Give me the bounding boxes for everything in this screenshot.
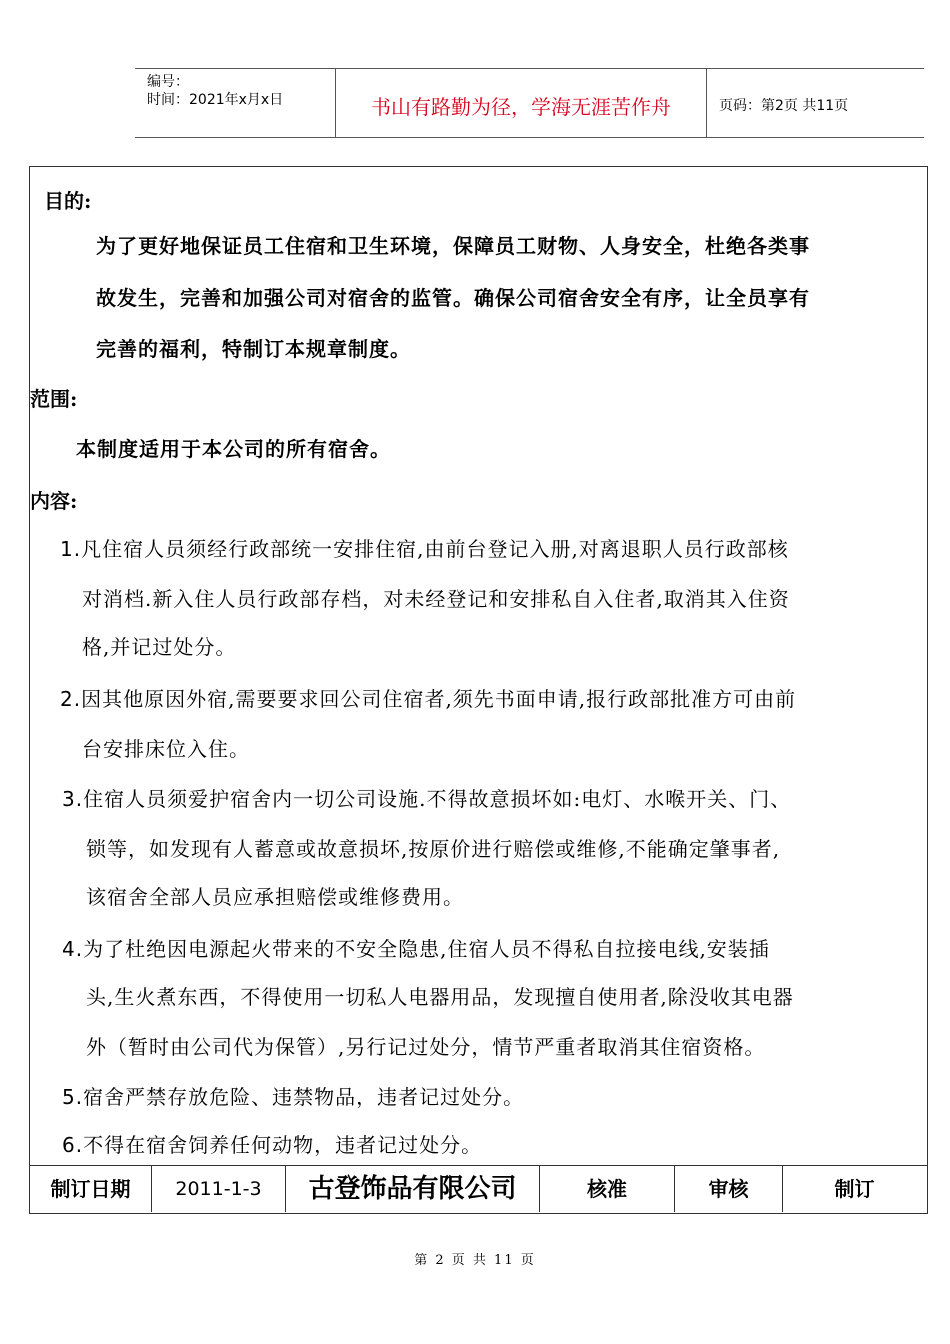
document-header	[135, 68, 924, 138]
item-line: 宿舍严禁存放危险、违禁物品，违者记过处分。	[83, 1085, 525, 1109]
date-label-cell: 制订日期	[30, 1166, 152, 1212]
purpose-line: 完善的福利，特制订本规章制度。	[96, 337, 411, 361]
item-number: 1.	[60, 537, 82, 561]
approve-cell: 核准	[540, 1166, 675, 1212]
item-number: 6.	[62, 1133, 84, 1157]
item-number: 2.	[60, 687, 82, 711]
item-number: 5.	[62, 1085, 84, 1109]
list-item	[62, 1129, 482, 1158]
item-line: 锁等，如发现有人蓄意或故意损坏,按原价进行赔偿或维修,不能确定肇事者,	[86, 837, 781, 861]
review-cell: 审核	[675, 1166, 783, 1212]
list-item	[60, 533, 789, 562]
draft-cell: 制订	[834, 1177, 875, 1201]
regulation-box	[29, 166, 928, 1214]
item-line: 为了杜绝因电源起火带来的不安全隐患,住宿人员不得私自拉接电线,安装插	[83, 937, 770, 961]
signature-row	[30, 1165, 927, 1213]
list-item	[62, 1081, 524, 1110]
item-line: 头,生火煮东西，不得使用一切私人电器用品，发现擅自使用者,除没收其电器	[86, 985, 794, 1009]
item-line: 不得在宿舍饲养任何动物，违者记过处分。	[83, 1133, 483, 1157]
motto: 书山有路勤为径，学海无涯苦作舟	[371, 95, 671, 119]
item-line: 住宿人员须爱护宿舍内一切公司设施.不得故意损坏如:电灯、水喉开关、门、	[83, 787, 792, 811]
item-line: 台安排床位入住。	[82, 737, 250, 761]
item-line: 因其他原因外宿,需要要求回公司住宿者,须先书面申请,报行政部批准方可由前	[81, 687, 797, 711]
item-line: 该宿舍全部人员应承担赔偿或维修费用。	[86, 885, 464, 909]
scope-text: 本制度适用于本公司的所有宿舍。	[76, 437, 391, 461]
header-page-cell	[707, 69, 924, 137]
purpose-line: 为了更好地保证员工住宿和卫生环境，保障员工财物、人身安全，杜绝各类事	[96, 234, 810, 258]
date-value-cell: 2011-1-3	[152, 1166, 286, 1212]
item-number: 3.	[62, 787, 84, 811]
list-item	[62, 783, 791, 812]
purpose-heading: 目的:	[44, 189, 92, 213]
purpose-line: 故发生，完善和加强公司对宿舍的监管。确保公司宿舍安全有序，让全员享有	[96, 286, 810, 310]
item-number: 4.	[62, 937, 84, 961]
content-heading: 内容:	[30, 489, 78, 513]
page-number: 第 2 页 共 11 页	[414, 1253, 536, 1268]
item-line: 凡住宿人员须经行政部统一安排住宿,由前台登记入册,对离退职人员行政部核	[81, 537, 789, 561]
page-info: 页码：第2页 共11页	[719, 98, 849, 114]
company-cell: 古登饰品有限公司	[286, 1166, 540, 1212]
item-line: 格,并记过处分。	[82, 635, 237, 659]
header-motto-cell	[336, 69, 707, 137]
code-label: 编号：	[147, 74, 189, 90]
time-label: 时间：2021年x月x日	[147, 92, 284, 108]
scope-heading: 范围:	[30, 387, 78, 411]
item-line: 外（暂时由公司代为保管）,另行记过处分，情节严重者取消其住宿资格。	[86, 1035, 766, 1059]
header-meta-cell	[135, 69, 336, 137]
list-item	[60, 683, 796, 712]
item-line: 对消档.新入住人员行政部存档，对未经登记和安排私自入住者,取消其入住资	[82, 587, 790, 611]
list-item	[62, 933, 770, 962]
